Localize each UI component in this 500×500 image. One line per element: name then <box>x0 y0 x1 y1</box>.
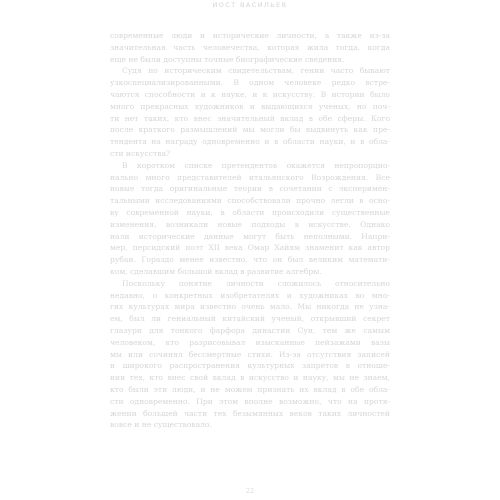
page-number: 22 <box>245 487 255 495</box>
text-line: нали исторические данные могут быть неполными. Напри- <box>110 231 390 241</box>
text-line: еще не были доступны точные биографические сведения. <box>110 54 345 64</box>
paragraph-3 <box>110 160 390 278</box>
text-line: новые тогда оригинальные теории в сочетании с эксперимен- <box>110 184 390 194</box>
text-line: рубаи. Гораздо менее известно, что он был великим математи- <box>110 255 390 265</box>
text-line: Судя по историческим свидетельствам, гении часто бывают <box>122 66 390 76</box>
text-line: мы или сочинял бессмертные стихи. Из-за отсутствия записей <box>110 349 390 359</box>
text-line: мер, персидский поэт XII века Омар Хайям знаменит как автор <box>110 243 390 253</box>
text-line: значительная часть человечества, которая жила тогда, когда <box>110 42 390 52</box>
text-line: ем, был ли гениальный китайский ученый, открывший секрет <box>110 314 390 324</box>
text-line: недавно, о конкретных изобретателях и художниках во мно- <box>110 290 390 300</box>
text-line: Поскольку понятие личности сложилось относительно <box>122 278 390 288</box>
text-line: В коротком списке претендентов окажется непропорцио- <box>122 160 390 170</box>
text-line: человеком, кто разрисовывал изысканные пейзажами вазы <box>110 337 390 347</box>
text-line: вовсе и не существовало. <box>110 420 212 430</box>
text-line: много прекрасных художников и выдающихся ученых, но поч- <box>110 101 390 111</box>
text-line: кто были эти люди, и не можем признать их вклад в обе обла- <box>110 384 390 394</box>
text-line: изменения, возникали новые подходы в искусстве. Однако <box>110 219 390 229</box>
text-line: узкоспециализированными. В одном человеке редко встре- <box>110 78 390 88</box>
text-line: ву современной науки, в области происходили существенные <box>110 207 390 217</box>
text-line: нии тех, кто внес свой вклад в искусство и науку, мы не знаем, <box>110 373 390 383</box>
paragraph-4 <box>110 278 390 431</box>
text-line: ком, сделавшим большой вклад в развитие алгебры. <box>110 266 322 276</box>
text-line: гих культурах мира известно очень мало. Мы никогда не узна- <box>110 302 390 312</box>
text-line: жении большей части тех безымянных веков таких личностей <box>110 408 390 418</box>
paragraph-2 <box>110 65 390 159</box>
text-line: после краткого размышлений мы могли бы выдвинуть как пре- <box>110 125 390 135</box>
text-line: сти искусства? <box>110 148 171 158</box>
text-line: чаются способности и к науке, и к искусству. В истории было <box>110 89 390 99</box>
text-line: сти одновременно. При этом вполне возможно, что на протя- <box>110 396 390 406</box>
text-line: тальными исследованиями способствовали прочно легли в осно- <box>110 196 390 206</box>
text-line: нально много представителей итальянского Возрождения. Все <box>110 172 390 182</box>
text-line: современные люди и исторические личности, а также из-за <box>110 31 390 40</box>
body-text <box>110 30 390 431</box>
text-line: тендента на награду одновременно и в области науки, и в обла- <box>110 137 390 147</box>
text-line: и широкого распространения культурных запретов в отноше- <box>110 361 390 371</box>
running-header: ИОСТ ВАСИЛЬЕВ <box>212 1 288 9</box>
text-line: ти нет таких, кто внес значительный вклад в обе сферы. Кого <box>110 113 390 123</box>
paragraph-1 <box>110 30 390 65</box>
text-line: глазури для тонкого фарфора династии Сун, тем же самым <box>110 325 390 335</box>
